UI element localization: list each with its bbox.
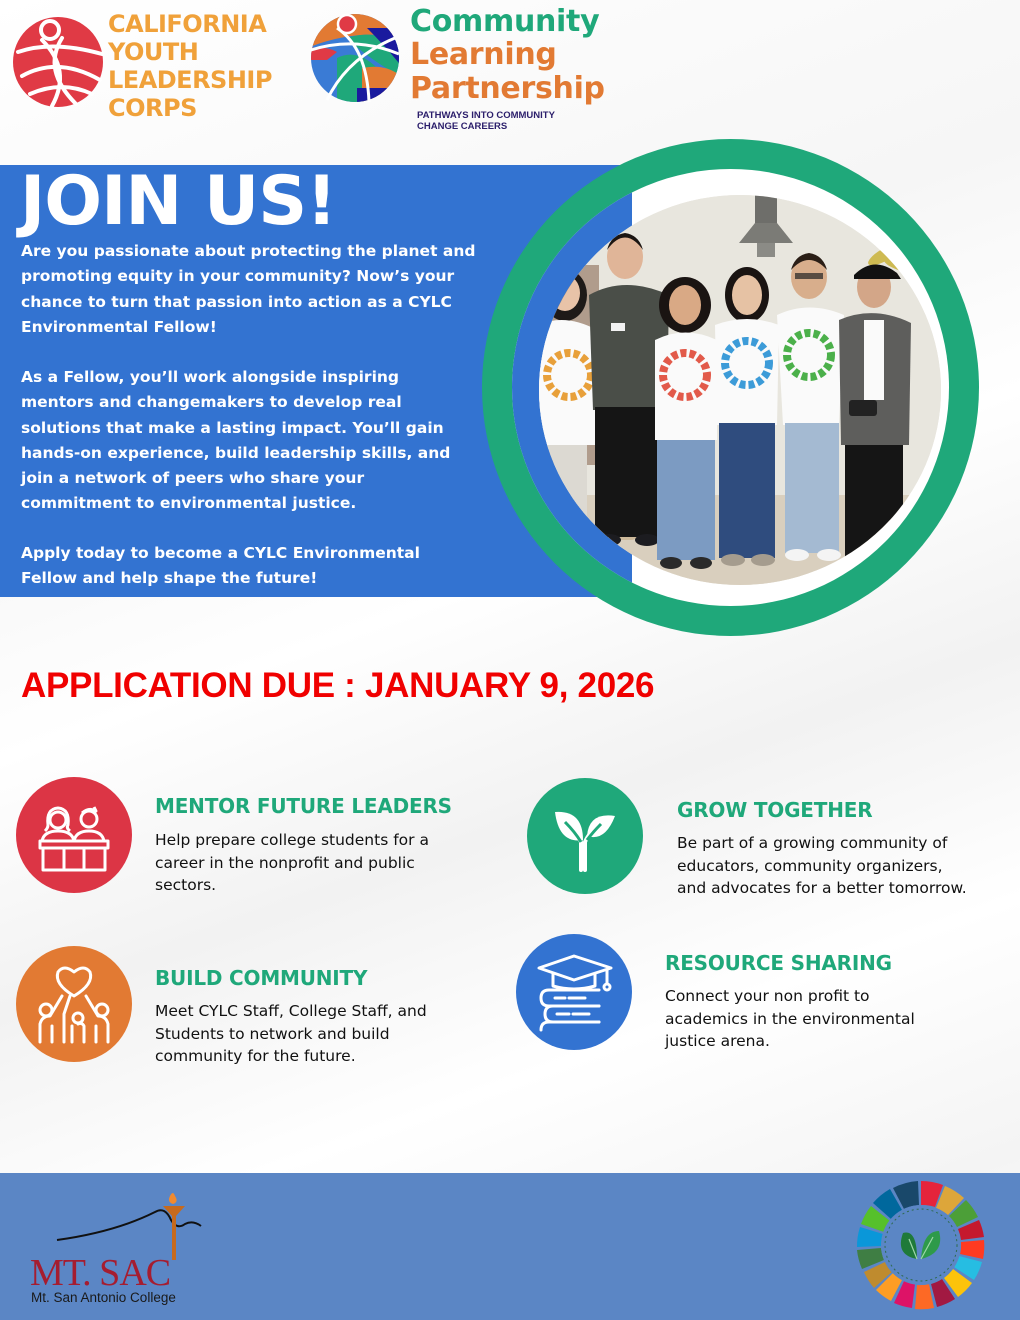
mentors-at-desk-icon [34, 795, 114, 875]
mtsac-mountain-torch-icon [55, 1190, 215, 1260]
build-icon-circle [16, 946, 132, 1062]
feature-desc-grow [677, 832, 967, 900]
cylc-line: LEADERSHIP [108, 66, 272, 94]
hero-line: join a network of peers who share your [21, 469, 365, 488]
feature-line: educators, community organizers, [677, 856, 943, 875]
hero-line: promoting equity in your community? Now’s your [21, 267, 455, 286]
cylc-line: CALIFORNIA [108, 10, 267, 38]
feature-title-resource: RESOURCE SHARING [665, 951, 892, 975]
clp-wordmark-learning: Learning [410, 37, 557, 72]
feature-line: Connect your non profit to [665, 987, 870, 1005]
application-deadline: APPLICATION DUE : JANUARY 9, 2026 [21, 666, 655, 705]
feature-line: justice arena. [665, 1032, 770, 1050]
mentor-icon-circle [16, 777, 132, 893]
hero-paragraph-2 [21, 365, 491, 517]
hero-line: Environmental Fellow! [21, 317, 217, 336]
feature-title-mentor: MENTOR FUTURE LEADERS [155, 794, 452, 818]
cylc-line: CORPS [108, 94, 197, 122]
feature-desc-resource [665, 985, 915, 1053]
hero-line: Apply today to become a CYLC Environmental [21, 544, 420, 562]
hero-line: Are you passionate about protecting the planet and [21, 242, 476, 260]
hero-line: As a Fellow, you’ll work alongside inspiring [21, 368, 400, 386]
hero-line: solutions that make a lasting impact. You’ll gain [21, 418, 444, 437]
sdg-sustainability-badge-icon [856, 1178, 986, 1312]
feature-desc-build [155, 1000, 427, 1068]
hero-line: mentors and changemakers to develop real [21, 393, 402, 412]
hero-line: commitment to environmental justice. [21, 494, 357, 513]
feature-line: Students to network and build [155, 1024, 390, 1043]
clp-tagline [417, 110, 555, 132]
feature-line: Meet CYLC Staff, College Staff, and [155, 1002, 427, 1020]
clp-wordmark-community: Community [410, 4, 600, 39]
feature-title-build: BUILD COMMUNITY [155, 966, 368, 990]
feature-line: academics in the environmental [665, 1009, 915, 1028]
clp-logo-icon [307, 8, 403, 104]
clp-tagline-line: CHANGE CAREERS [417, 121, 508, 132]
cylc-wordmark [108, 10, 272, 122]
clp-tagline-line: PATHWAYS INTO COMMUNITY [417, 110, 555, 121]
community-heart-icon [32, 962, 116, 1046]
clp-wordmark-partnership: Partnership [410, 71, 605, 106]
feature-line: and advocates for a better tomorrow. [677, 879, 967, 897]
feature-line: Help prepare college students for a [155, 831, 429, 849]
sprout-icon [545, 796, 625, 876]
feature-line: community for the future. [155, 1047, 356, 1065]
hero-paragraph-3 [21, 541, 491, 592]
hero-title: JOIN US! [20, 162, 337, 241]
resource-icon-circle [516, 934, 632, 1050]
hero-line: hands-on experience, build leadership skills, and [21, 443, 451, 462]
group-photo [539, 195, 941, 585]
mtsac-full-name: Mt. San Antonio College [31, 1290, 176, 1305]
cylc-line: YOUTH [108, 38, 199, 66]
cylc-logo-icon [12, 10, 120, 118]
grow-icon-circle [527, 778, 643, 894]
mtsac-wordmark: MT. SAC [30, 1252, 171, 1294]
hero-line: Fellow and help shape the future! [21, 569, 318, 588]
graduation-books-icon [529, 950, 619, 1034]
feature-line: career in the nonprofit and public [155, 853, 415, 872]
feature-line: sectors. [155, 876, 217, 894]
feature-desc-mentor [155, 829, 429, 897]
feature-line: Be part of a growing community of [677, 834, 948, 852]
hero-paragraph-1 [21, 239, 491, 340]
hero-line: chance to turn that passion into action as a CYLC [21, 292, 452, 311]
feature-title-grow: GROW TOGETHER [677, 798, 873, 822]
